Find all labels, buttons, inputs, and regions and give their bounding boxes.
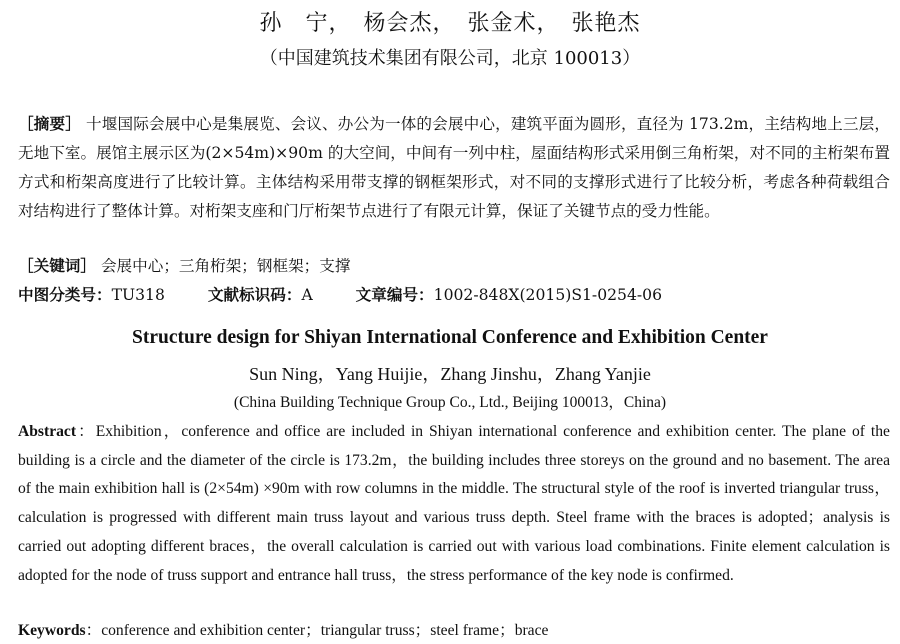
authors-chinese: 孙 宁， 杨会杰， 张金术， 张艳杰	[259, 11, 641, 36]
affiliation-chinese: （中国建筑技术集团有限公司，北京 100013）	[259, 48, 641, 69]
document-code: 文献标识码：A	[207, 286, 313, 304]
keywords-chinese-label: ［关键词］	[18, 257, 96, 275]
keywords-english-label: Keywords	[18, 622, 86, 639]
abstract-chinese	[18, 110, 890, 226]
article-number: 文章编号：1002-848X(2015)S1-0254-06	[355, 286, 662, 304]
abstract-english	[18, 418, 890, 590]
keywords-chinese-text: 会展中心；三角桁架；钢框架；支撑	[100, 257, 351, 275]
keywords-english-text: conference and exhibition center；triangular truss；steel frame；brace	[101, 622, 549, 639]
abstract-english-label: Abstract	[18, 423, 77, 440]
abstract-chinese-label: ［摘要］	[18, 115, 81, 133]
abstract-english-text: Exhibition，conference and office are included in Shiyan international conference and exhibition center. The plane of the building is a circle and the diameter of the circle is 173.2m，the building includes three storeys on the ground and no basement. The area of the main exhibition hall is (2×54m) ×90m with row columns in the middle. The structural style of the roof is inverted triangular truss，calculation is progressed with different main truss layout and various truss depth. Steel frame with the braces is adopted；analysis is carried out adopting different braces，the overall calculation is carried out with various load combinations. Finite element calculation is adopted for the node of truss support and entrance hall truss，the stress performance of the key node is confirmed.	[18, 423, 890, 584]
authors-english: Sun Ning，Yang Huijie，Zhang Jinshu，Zhang Yanjie	[249, 364, 651, 384]
abstract-english-sep: ：	[76, 423, 96, 440]
clc-number: 中图分类号：TU318	[18, 286, 165, 304]
keywords-chinese	[18, 254, 350, 276]
affiliation-english: (China Building Technique Group Co., Ltd., Beijing 100013，China)	[233, 394, 667, 411]
keywords-english-sep: ：	[85, 622, 102, 639]
classification-row	[18, 283, 700, 305]
abstract-chinese-text: 十堰国际会展中心是集展览、会议、办公为一体的会展中心，建筑平面为圆形，直径为 173.2m，主结构地上三层，无地下室。展馆主展示区为(2×54m)×90m 的大空间，中间有一列中柱，屋面结构形式采用倒三角桁架，对不同的主桁架布置方式和桁架高度进行了比较计算。主体结构采用带支撑的钢框架形式，对不同的支撑形式进行了比较分析，考虑各种荷载组合对结构进行了整体计算。对桁架支座和门厅桁架节点进行了有限元计算，保证了关键节点的受力性能。	[18, 115, 890, 220]
keywords-english	[18, 618, 548, 640]
paper-title-english: Structure design for Shiyan International Conference and Exhibition Center	[132, 327, 768, 348]
